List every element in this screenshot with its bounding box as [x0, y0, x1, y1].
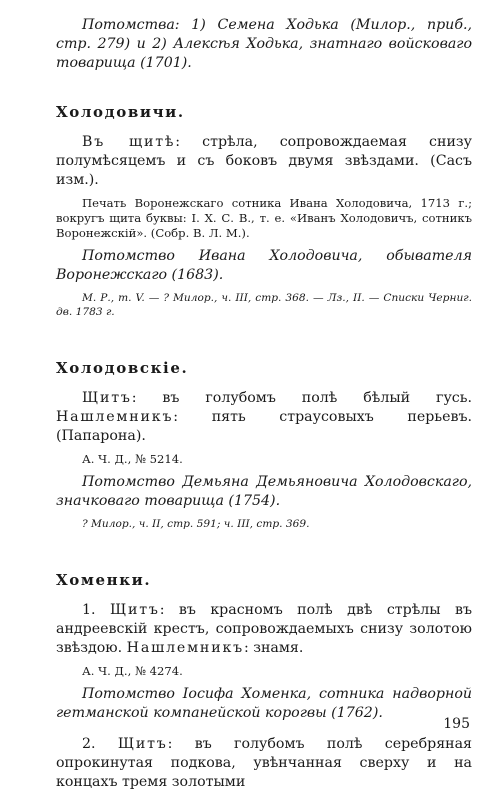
descendants-khomenki: Потомство Іосифа Хоменка, сотника надворной гетманской компанейской корогвы (1762).	[56, 686, 472, 721]
crest-term: Нашлемникъ	[56, 409, 174, 425]
section-heading-kholodovskie: Холодовскіе.	[56, 359, 189, 377]
shield-text: : стрѣла, сопровождаемая снизу полумѣсяцемъ и съ боковъ двумя звѣздами. (Сасъ изм.).	[56, 134, 472, 188]
item-number: 1.	[82, 602, 110, 618]
archive-ref-kholodovskie: А. Ч. Д., № 5214.	[82, 452, 183, 466]
crest-text: : пять страусовыхъ перьевъ. (Папарона).	[56, 409, 472, 444]
references-kholodovskie: ? Милор., ч. II, стр. 591; ч. III, стр. 369.	[82, 518, 310, 530]
crest-text: : знамя.	[243, 640, 304, 656]
descendants-kholodovichi: Потомство Ивана Холодовича, обывателя Воронежскаго (1683).	[56, 248, 472, 283]
crest-term: Нашлемникъ	[126, 640, 244, 656]
descendants-kholodovskie: Потомство Демьяна Демьяновича Холодовскаго, значковаго товарища (1754).	[56, 474, 472, 509]
shield-text: : въ голубомъ полѣ серебряная опрокинутая подкова, увѣнчанная сверху и на концахъ тремя золотыми	[56, 736, 473, 790]
shield-description-kholodovichi	[56, 133, 472, 190]
page-number: 195	[443, 716, 470, 732]
archive-ref-khomenki: А. Ч. Д., № 4274.	[82, 664, 183, 678]
shield-description-khomenki-1	[56, 601, 472, 658]
shield-description-khomenki-2	[56, 735, 472, 792]
shield-text: : въ красномъ полѣ двѣ стрѣлы въ андреевскій крестъ, сопровождаемыхъ снизу золотою звѣздою.	[56, 602, 472, 656]
descendants-text-top: Потомства: 1) Семена Ходька (Милор., приб., стр. 279) и 2) Алексѣя Ходька, знатнаго войсковаго товарища (1701).	[56, 17, 472, 71]
section-heading-kholodovichi: Холодовичи.	[56, 103, 185, 121]
section-heading-khomenki: Хоменки.	[56, 571, 152, 589]
shield-term: Въ щитѣ	[82, 134, 176, 150]
references-kholodovichi: М. Р., т. V. — ? Милор., ч. III, стр. 368. — Лз., II. — Списки Черниг. дв. 1783 г.	[56, 292, 472, 318]
shield-text: : въ голубомъ полѣ бѣлый гусь.	[131, 390, 472, 406]
document-page	[56, 14, 472, 792]
shield-term: Щитъ	[117, 736, 168, 752]
shield-term: Щитъ	[82, 390, 132, 406]
shield-term: Щитъ	[109, 602, 160, 618]
seal-note-kholodovichi: Печать Воронежскаго сотника Ивана Холодовича, 1713 г.; вокругъ щита буквы: I. X. С. В., т. е. «Иванъ Холодовичъ, сотникъ Воронежскій». (Собр. В. Л. М.).	[56, 196, 472, 240]
shield-description-kholodovskie	[56, 389, 472, 446]
item-number: 2.	[82, 736, 118, 752]
